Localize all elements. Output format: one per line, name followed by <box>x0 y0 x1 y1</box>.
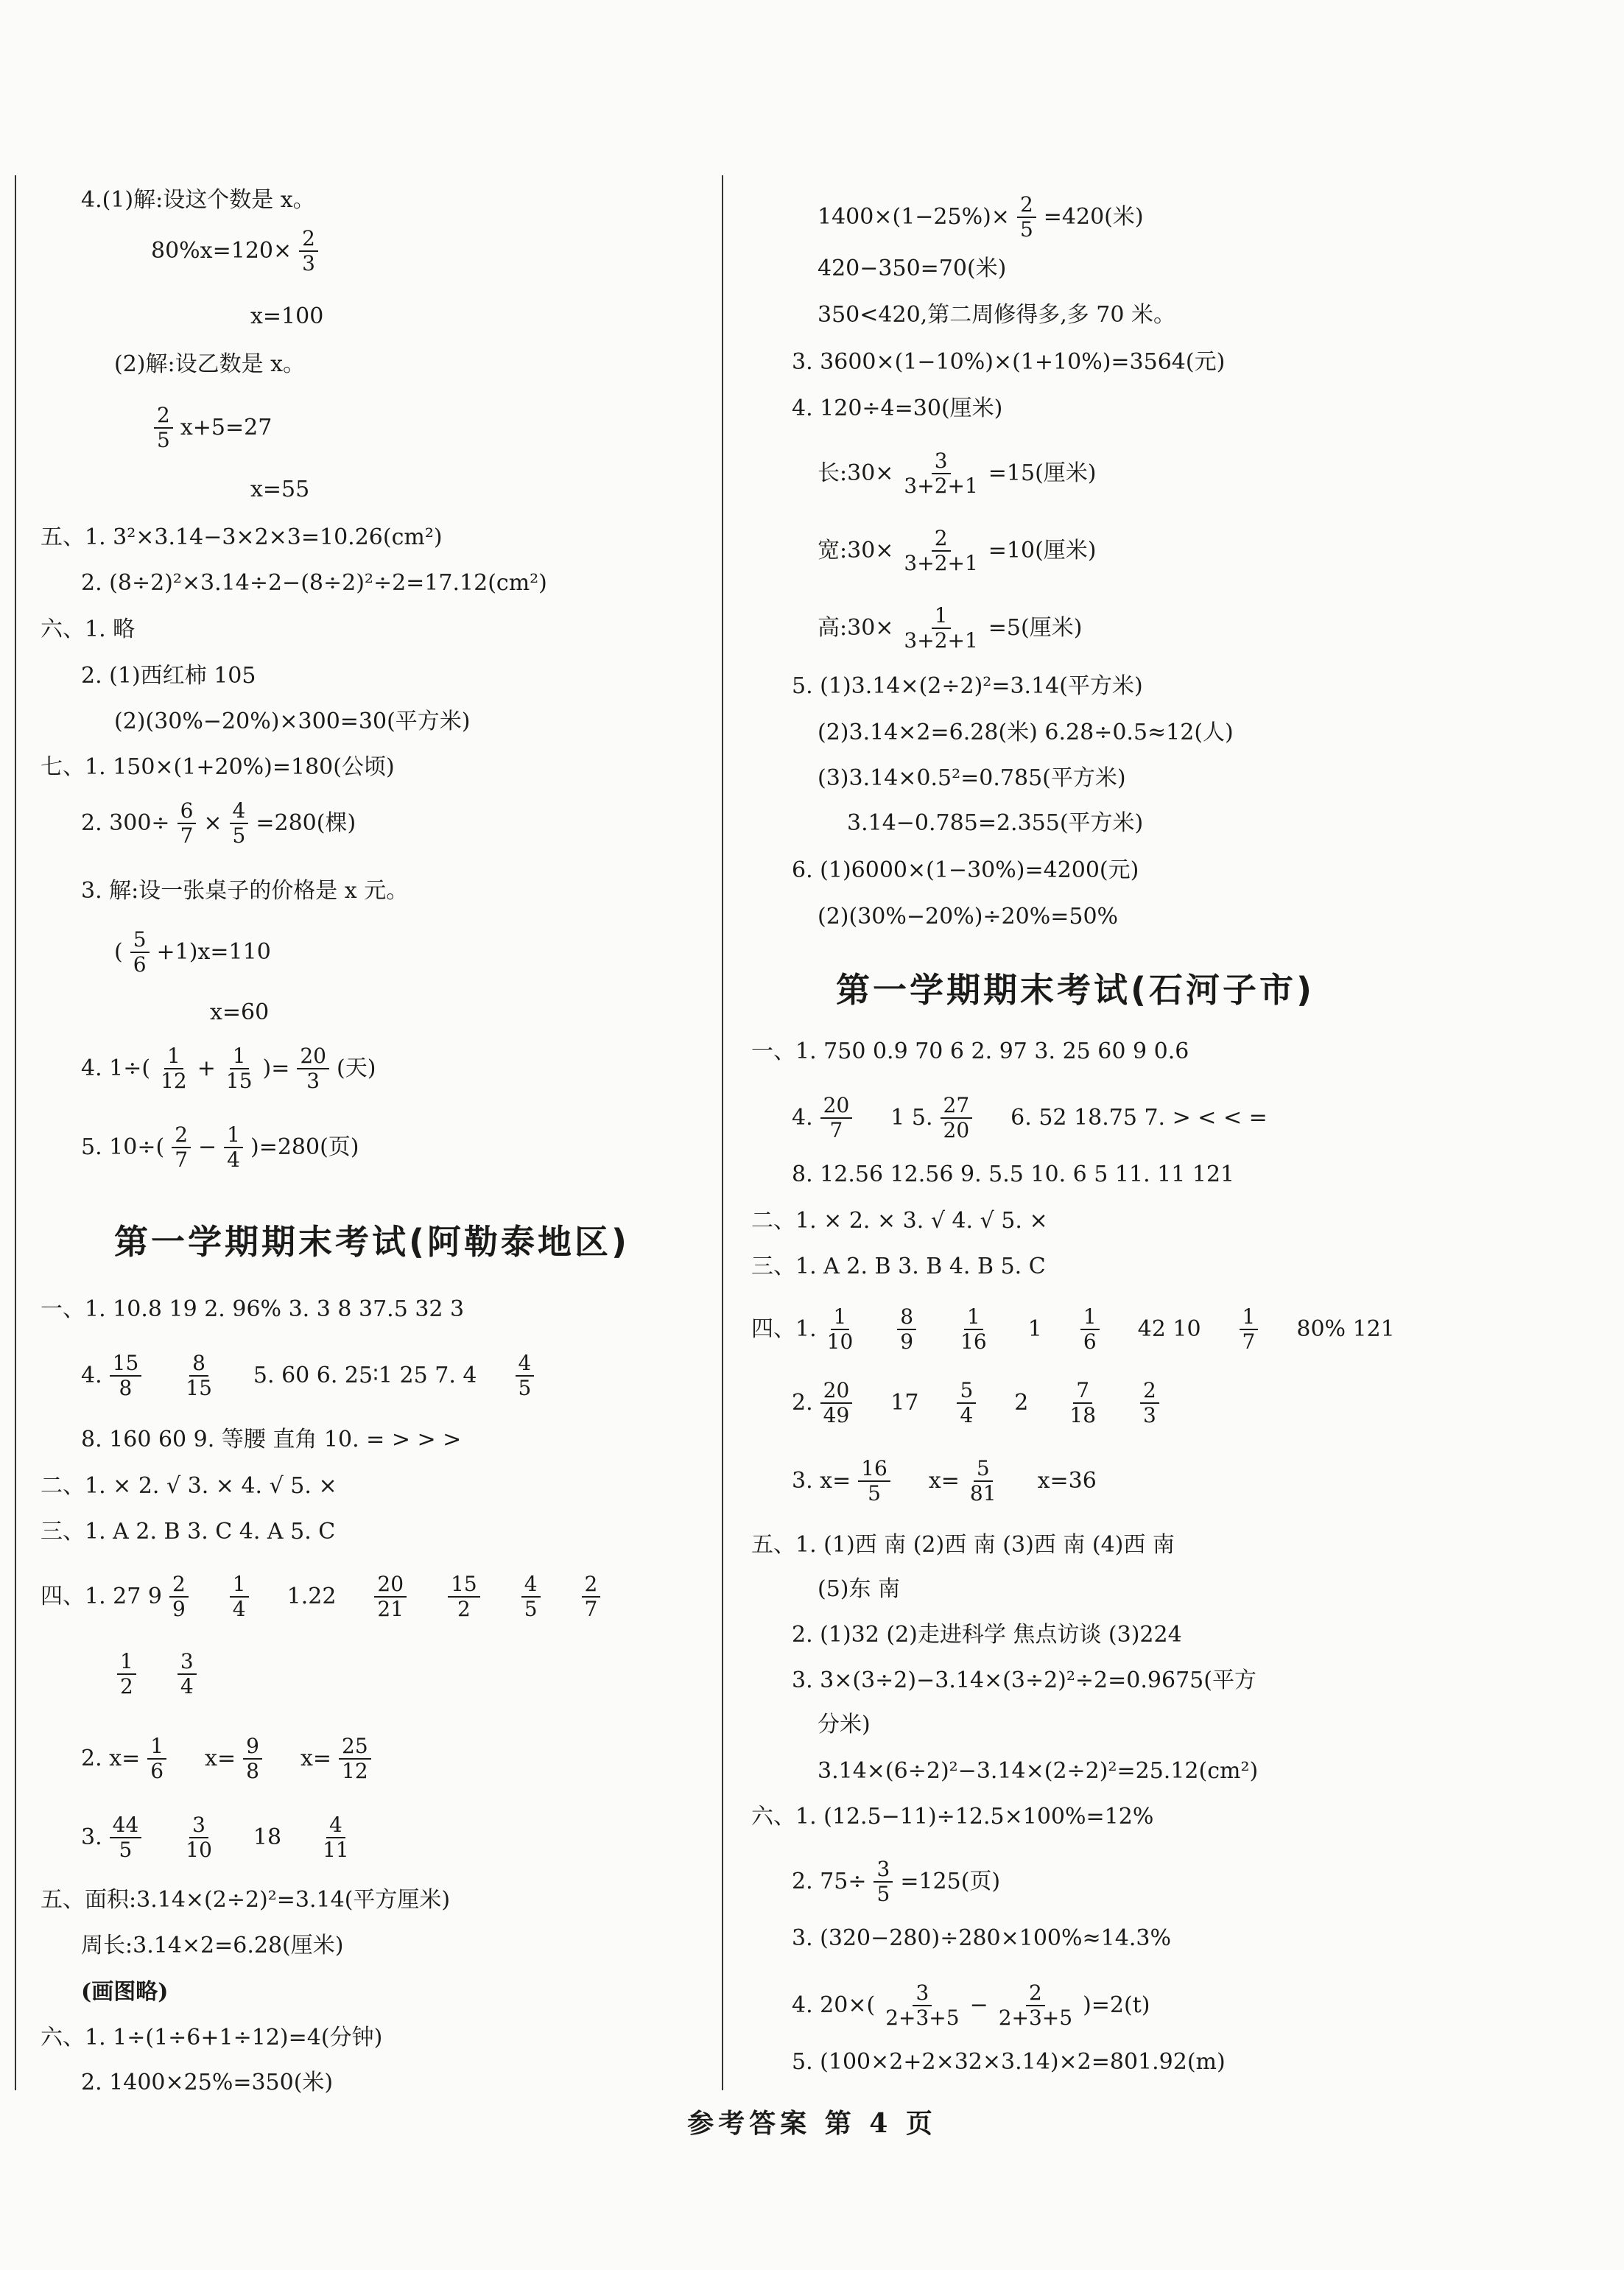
answer-line: 二、1. × 2. √ 3. × 4. √ 5. × <box>41 1473 337 1499</box>
answer-line: 三、1. A 2. B 3. B 4. B 5. C <box>751 1254 1046 1279</box>
fraction: $\frac{1}{6}$ <box>147 1735 166 1783</box>
answer-line: (2)(30%−20%)×300=30(平方米) <box>114 709 471 734</box>
fraction: $\frac{2}{3}$ <box>299 227 318 275</box>
equation: 80%x=120× $\frac{2}{3}$ <box>151 227 321 275</box>
fraction: $\frac{5}{6}$ <box>130 928 150 977</box>
fraction: $\frac{20}{7}$ <box>820 1094 853 1142</box>
answer-line: (2)(30%−20%)÷20%=50% <box>818 904 1119 930</box>
answer-line: 高:30× $\frac{1}{3+2+1}$ =5(厘米) <box>818 603 1083 653</box>
answer-line: 宽:30× $\frac{2}{3+2+1}$ =10(厘米) <box>818 526 1097 575</box>
fraction: $\frac{16}{5}$ <box>858 1457 890 1505</box>
fraction: $\frac{1}{7}$ <box>1240 1305 1259 1354</box>
fraction: $\frac{2}{7}$ <box>582 1573 601 1621</box>
fraction: $\frac{3}{3+2+1}$ <box>904 449 978 498</box>
fraction: $\frac{1}{16}$ <box>960 1304 987 1354</box>
fraction: $\frac{5}{4}$ <box>957 1379 976 1427</box>
fraction: $\frac{2}{2+3+5}$ <box>998 1981 1073 2030</box>
answer-line: 周长:3.14×2=6.28(厘米) <box>81 1933 344 1958</box>
answer-line: 2. (8÷2)²×3.14÷2−(8÷2)²÷2=17.12(cm²) <box>81 570 547 596</box>
answer-line: 3. x= $\frac{16}{5}$ x= $\frac{5}{81}$ x=36 <box>792 1456 1097 1505</box>
answer-line: 5. (100×2+2×32×3.14)×2=801.92(m) <box>792 2049 1226 2075</box>
equation: x=60 <box>210 999 270 1025</box>
fraction: $\frac{3}{10}$ <box>186 1813 212 1862</box>
answer-line: 2. 1400×25%=350(米) <box>81 2070 334 2095</box>
answer-line: 3.14−0.785=2.355(平方米) <box>847 810 1144 836</box>
fraction: $\frac{1}{10}$ <box>826 1304 854 1354</box>
answer-line: 420−350=70(米) <box>818 256 1007 281</box>
answer-line: 2. $\frac{20}{49}$ 17 $\frac{5}{4}$ 2 $\frac{7}{18}$ $\frac{2}{3}$ <box>792 1379 1162 1427</box>
fraction: $\frac{2}{9}$ <box>169 1573 189 1621</box>
answer-line: 2. x= $\frac{1}{6}$ x= $\frac{9}{8}$ x= $\frac{25}{12}$ <box>81 1735 374 1783</box>
answer-line: 二、1. × 2. × 3. √ 4. √ 5. × <box>751 1208 1048 1234</box>
answer-line: 2. 300÷ $\frac{6}{7}$ × $\frac{4}{5}$ =280(棵) <box>81 798 356 848</box>
fraction: $\frac{9}{8}$ <box>243 1735 262 1783</box>
fraction: $\frac{5}{81}$ <box>969 1456 996 1505</box>
answer-line: 一、1. 10.8 19 2. 96% 3. 3 8 37.5 32 3 <box>41 1296 465 1322</box>
answer-line: (5)东 南 <box>818 1576 901 1602</box>
answer-line <box>114 1650 200 1698</box>
answer-line: 3. 解:设一张桌子的价格是 x 元。 <box>81 878 409 904</box>
answer-line: 2. (1)西红柿 105 <box>81 663 256 689</box>
fraction: $\frac{4}{11}$ <box>323 1813 349 1862</box>
fraction: $\frac{3}{2+3+5}$ <box>885 1981 960 2030</box>
answer-line: 4.(1)解:设这个数是 x。 <box>81 187 315 213</box>
answer-line: 四、1. $\frac{1}{10}$ $\frac{8}{9}$ $\frac{1}{16}$ 1 $\frac{1}{6}$ 42 10 $\frac{1}{7}$ 80% 121 <box>751 1304 1395 1354</box>
answer-line: 3. $\frac{44}{5}$ $\frac{3}{10}$ 18 $\frac{4}{11}$ <box>81 1813 355 1862</box>
answer-line: 3. 3×(3÷2)−3.14×(3÷2)²÷2=0.9675(平方 <box>792 1668 1256 1693</box>
fraction: $\frac{44}{5}$ <box>110 1813 142 1862</box>
fraction: $\frac{3}{5}$ <box>873 1858 893 1906</box>
answer-line: 六、1. 略 <box>41 616 136 642</box>
fraction: $\frac{2}{3}$ <box>1140 1379 1159 1427</box>
fraction: $\frac{1}{4}$ <box>224 1123 243 1172</box>
answer-line: (3)3.14×0.5²=0.785(平方米) <box>818 765 1126 791</box>
answer-line: 4. 1÷( $\frac{1}{12}$ + $\frac{1}{15}$ )= $\frac{20}{3}$ (天) <box>81 1044 376 1093</box>
fraction: $\frac{7}{18}$ <box>1069 1378 1097 1427</box>
fraction: $\frac{2}{5}$ <box>1017 193 1036 242</box>
fraction: $\frac{4}{5}$ <box>516 1352 535 1400</box>
equation: ( $\frac{5}{6}$ +1)x=110 <box>114 927 271 977</box>
answer-line: 350<420,第二周修得多,多 70 米。 <box>818 302 1175 328</box>
answer-line: 七、1. 150×(1+20%)=180(公顷) <box>41 754 395 780</box>
answer-line: 4. 20×( $\frac{3}{2+3+5}$ − $\frac{2}{2+3+5}$ )=2(t) <box>792 1981 1150 2030</box>
fraction: $\frac{8}{15}$ <box>186 1351 212 1400</box>
section-title: 第一学期期末考试(阿勒泰地区) <box>114 1222 630 1262</box>
column-divider <box>722 175 723 2090</box>
page-footer: 参考答案 第 4 页 <box>687 2108 937 2139</box>
answer-line: 四、1. 27 9 $\frac{2}{9}$ $\frac{1}{4}$ 1.22 $\frac{20}{21}$ $\frac{15}{2}$ $\frac{4}{5}$ $\frac{2}{7}$ <box>41 1573 603 1621</box>
answer-line: 6. (1)6000×(1−30%)=4200(元) <box>792 857 1139 883</box>
answer-line: 长:30× $\frac{3}{3+2+1}$ =15(厘米) <box>818 449 1097 498</box>
answer-line: (2)3.14×2=6.28(米) 6.28÷0.5≈12(人) <box>818 720 1234 745</box>
answer-line: 2. (1)32 (2)走进科学 焦点访谈 (3)224 <box>792 1622 1182 1648</box>
answer-line: 3. 3600×(1−10%)×(1+10%)=3564(元) <box>792 349 1226 375</box>
answer-line: 1400×(1−25%)× $\frac{2}{5}$ =420(米) <box>818 192 1144 242</box>
fraction: $\frac{20}{49}$ <box>820 1379 853 1427</box>
fraction: $\frac{25}{12}$ <box>339 1735 371 1783</box>
answer-line: 5. 10÷( $\frac{2}{7}$ − $\frac{1}{4}$ )=280(页) <box>81 1122 359 1172</box>
fraction: $\frac{27}{20}$ <box>941 1094 973 1142</box>
answer-line: 六、1. (12.5−11)÷12.5×100%=12% <box>751 1804 1154 1830</box>
answer-line: 分米) <box>818 1712 871 1737</box>
fraction: $\frac{2}{7}$ <box>172 1123 191 1172</box>
answer-line: (画图略) <box>81 1979 169 2005</box>
equation: x=55 <box>250 477 310 502</box>
equation: x=100 <box>250 303 324 329</box>
fraction: $\frac{20}{3}$ <box>297 1044 329 1093</box>
answer-line: (2)解:设乙数是 x。 <box>114 351 306 377</box>
fraction: $\frac{15}{8}$ <box>110 1352 142 1400</box>
equation: $\frac{2}{5}$ x+5=27 <box>151 404 272 452</box>
fraction: $\frac{1}{3+2+1}$ <box>904 603 978 653</box>
answer-line: 五、1. 3²×3.14−3×2×3=10.26(cm²) <box>41 524 443 550</box>
fraction: $\frac{1}{6}$ <box>1080 1305 1100 1354</box>
section-title: 第一学期期末考试(石河子市) <box>836 970 1315 1010</box>
fraction: $\frac{1}{12}$ <box>161 1044 187 1093</box>
answer-line: 8. 12.56 12.56 9. 5.5 10. 6 5 11. 11 121 <box>792 1162 1235 1187</box>
fraction: $\frac{4}{5}$ <box>521 1573 541 1621</box>
answer-line: 3. (320−280)÷280×100%≈14.3% <box>792 1925 1171 1951</box>
answer-line: 2. 75÷ $\frac{3}{5}$ =125(页) <box>792 1857 1001 1906</box>
fraction: $\frac{20}{21}$ <box>374 1573 407 1621</box>
answer-line: 五、1. (1)西 南 (2)西 南 (3)西 南 (4)西 南 <box>751 1532 1175 1558</box>
fraction: $\frac{6}{7}$ <box>177 799 197 848</box>
left-margin-rule <box>15 175 16 2090</box>
fraction: $\frac{1}{2}$ <box>117 1650 136 1698</box>
fraction: $\frac{2}{5}$ <box>154 404 173 452</box>
fraction: $\frac{1}{15}$ <box>225 1044 253 1093</box>
answer-line: 3.14×(6÷2)²−3.14×(2÷2)²=25.12(cm²) <box>818 1758 1259 1784</box>
answer-line: 5. (1)3.14×(2÷2)²=3.14(平方米) <box>792 673 1143 699</box>
answer-line: 一、1. 750 0.9 70 6 2. 97 3. 25 60 9 0.6 <box>751 1039 1189 1064</box>
answer-line: 4. $\frac{20}{7}$ 1 5. $\frac{27}{20}$ 6. 52 18.75 7. > < < = <box>792 1093 1268 1142</box>
fraction: $\frac{15}{2}$ <box>448 1573 480 1621</box>
answer-line: 8. 160 60 9. 等腰 直角 10. = > > > <box>81 1427 462 1452</box>
fraction: $\frac{3}{4}$ <box>177 1650 197 1698</box>
answer-line: 4. $\frac{15}{8}$ $\frac{8}{15}$ 5. 60 6. 25∶1 25 7. 4 $\frac{4}{5}$ <box>81 1352 537 1400</box>
fraction: $\frac{8}{9}$ <box>897 1305 916 1354</box>
fraction: $\frac{2}{3+2+1}$ <box>904 526 978 575</box>
answer-line: 六、1. 1÷(1÷6+1÷12)=4(分钟) <box>41 2025 383 2051</box>
fraction: $\frac{4}{5}$ <box>230 799 249 848</box>
answer-line: 五、面积:3.14×(2÷2)²=3.14(平方厘米) <box>41 1887 451 1913</box>
answer-line: 4. 120÷4=30(厘米) <box>792 396 1003 421</box>
fraction: $\frac{1}{4}$ <box>230 1573 249 1621</box>
answer-line: 三、1. A 2. B 3. C 4. A 5. C <box>41 1519 336 1545</box>
